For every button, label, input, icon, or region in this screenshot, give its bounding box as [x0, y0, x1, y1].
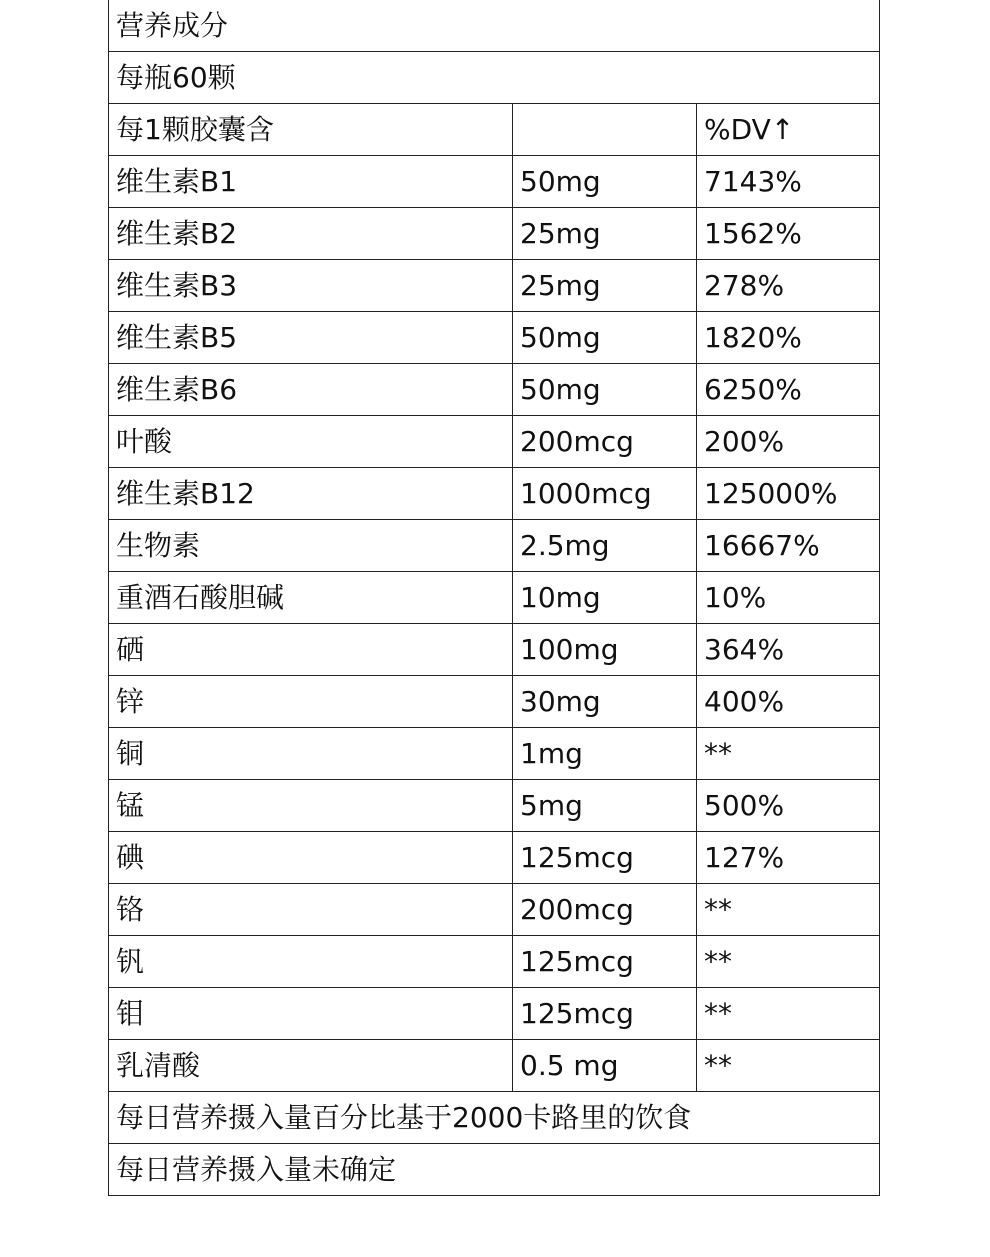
nutrition-facts-table: [108, 0, 880, 1196]
nutrient-amount: 50mg: [513, 364, 697, 416]
per-serving-header: 每1颗胶囊含: [109, 104, 513, 156]
nutrient-dv: 364%: [697, 624, 880, 676]
nutrient-amount: 2.5mg: [513, 520, 697, 572]
table-row: [109, 208, 880, 260]
nutrient-dv: 1820%: [697, 312, 880, 364]
nutrient-dv: 10%: [697, 572, 880, 624]
amount-header: [513, 104, 697, 156]
nutrient-amount: 200mcg: [513, 416, 697, 468]
table-row: [109, 832, 880, 884]
table-row: [109, 572, 880, 624]
table-row: [109, 936, 880, 988]
nutrient-dv: 127%: [697, 832, 880, 884]
nutrient-amount: 5mg: [513, 780, 697, 832]
nutrient-name: 硒: [109, 624, 513, 676]
column-header-row: [109, 104, 880, 156]
nutrient-amount: 30mg: [513, 676, 697, 728]
nutrient-name: 维生素B12: [109, 468, 513, 520]
nutrient-amount: 50mg: [513, 312, 697, 364]
nutrient-name: 维生素B3: [109, 260, 513, 312]
dv-basis-footnote: 每日营养摄入量百分比基于2000卡路里的饮食: [109, 1092, 880, 1144]
serving-row: [109, 52, 880, 104]
nutrient-dv: 400%: [697, 676, 880, 728]
table-row: [109, 988, 880, 1040]
nutrient-amount: 125mcg: [513, 988, 697, 1040]
nutrient-dv: **: [697, 936, 880, 988]
nutrient-dv: **: [697, 988, 880, 1040]
nutrient-name: 维生素B5: [109, 312, 513, 364]
nutrition-facts-body: [109, 0, 880, 1196]
footnote-row: [109, 1092, 880, 1144]
nutrient-dv: 278%: [697, 260, 880, 312]
nutrient-dv: 1562%: [697, 208, 880, 260]
nutrient-amount: 25mg: [513, 208, 697, 260]
nutrient-dv: 7143%: [697, 156, 880, 208]
dv-header: %DV↑: [697, 104, 880, 156]
table-row: [109, 156, 880, 208]
nutrient-dv: 16667%: [697, 520, 880, 572]
table-row: [109, 884, 880, 936]
table-row: [109, 780, 880, 832]
nutrient-dv: 500%: [697, 780, 880, 832]
title-row: [109, 0, 880, 52]
nutrient-dv: **: [697, 728, 880, 780]
nutrient-name: 碘: [109, 832, 513, 884]
table-row: [109, 1040, 880, 1092]
nutrient-dv: **: [697, 884, 880, 936]
nutrient-name: 乳清酸: [109, 1040, 513, 1092]
nutrient-name: 钒: [109, 936, 513, 988]
table-row: [109, 312, 880, 364]
table-row: [109, 260, 880, 312]
table-row: [109, 624, 880, 676]
nutrient-name: 铜: [109, 728, 513, 780]
nutrient-name: 锌: [109, 676, 513, 728]
dv-undetermined-footnote: 每日营养摄入量未确定: [109, 1144, 880, 1196]
nutrient-amount: 1mg: [513, 728, 697, 780]
table-row: [109, 676, 880, 728]
nutrient-amount: 200mcg: [513, 884, 697, 936]
nutrient-name: 叶酸: [109, 416, 513, 468]
table-row: [109, 364, 880, 416]
nutrient-amount: 125mcg: [513, 832, 697, 884]
table-row: [109, 468, 880, 520]
nutrient-name: 铬: [109, 884, 513, 936]
table-row: [109, 520, 880, 572]
nutrient-name: 维生素B2: [109, 208, 513, 260]
nutrient-amount: 50mg: [513, 156, 697, 208]
table-row: [109, 728, 880, 780]
nutrient-name: 维生素B1: [109, 156, 513, 208]
footnote-row: [109, 1144, 880, 1196]
nutrient-name: 锰: [109, 780, 513, 832]
table-title: 营养成分: [109, 0, 880, 52]
nutrient-name: 维生素B6: [109, 364, 513, 416]
nutrient-amount: 125mcg: [513, 936, 697, 988]
nutrient-amount: 1000mcg: [513, 468, 697, 520]
nutrient-amount: 10mg: [513, 572, 697, 624]
nutrient-name: 钼: [109, 988, 513, 1040]
nutrient-amount: 0.5 mg: [513, 1040, 697, 1092]
nutrient-name: 生物素: [109, 520, 513, 572]
nutrient-dv: 125000%: [697, 468, 880, 520]
table-row: [109, 416, 880, 468]
nutrient-amount: 100mg: [513, 624, 697, 676]
servings-per-bottle: 每瓶60颗: [109, 52, 880, 104]
nutrient-dv: **: [697, 1040, 880, 1092]
nutrient-dv: 6250%: [697, 364, 880, 416]
nutrient-amount: 25mg: [513, 260, 697, 312]
nutrient-dv: 200%: [697, 416, 880, 468]
nutrient-name: 重酒石酸胆碱: [109, 572, 513, 624]
